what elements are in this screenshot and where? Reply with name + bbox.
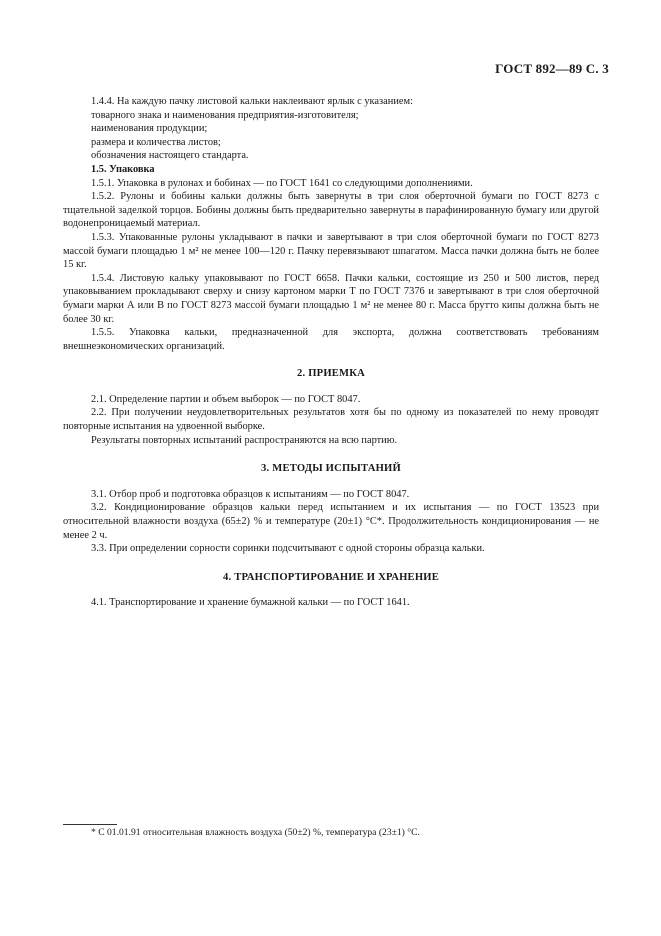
paragraph-3-3: 3.3. При определении сорности соринки подсчитывают с одной стороны образца кальки.	[91, 543, 485, 555]
label-item: товарного знака и наименования предприятия-изготовителя;	[91, 109, 359, 121]
section-title-transport-storage: 4. ТРАНСПОРТИРОВАНИЕ И ХРАНЕНИЕ	[223, 571, 439, 583]
paragraph-3-1: 3.1. Отбор проб и подготовка образцов к испытаниям — по ГОСТ 8047.	[91, 488, 410, 500]
paragraph-1-5-2: 1.5.2. Рулоны и бобины кальки должны быть завернуты в три слоя оберточной бумаги по ГОСТ 8273 с тщательной заделкой торцов. Бобины должны быть предварительно завернуты в парафинированную бумагу или другой водонепроницаемый материал.	[63, 191, 599, 230]
paragraph-4-1: 4.1. Транспортирование и хранение бумажной кальки — по ГОСТ 1641.	[91, 597, 410, 609]
label-item: обозначения настоящего стандарта.	[91, 150, 249, 162]
section-title-acceptance: 2. ПРИЕМКА	[297, 368, 365, 380]
paragraph-1-5-5: 1.5.5. Упаковка кальки, предназначенной для экспорта, должна соответствовать требованиям внешнеэкономических организаций.	[63, 327, 599, 352]
paragraph-1-5-4: 1.5.4. Листовую кальку упаковывают по ГОСТ 6658. Пачки кальки, состоящие из 250 и 500 листов, перед упаковыванием прокладывают сверху и снизу картоном марки Т по ГОСТ 7376 и завертывают в три слоя оберточной бумаги марки А или В по ГОСТ 8273 массой бумаги площадью 1 м² не менее 80 г. Масса брутто кипы должна быть не более 30 кг.	[63, 272, 599, 325]
paragraph-2-1: 2.1. Определение партии и объем выборок — по ГОСТ 8047.	[91, 393, 361, 405]
footnote: * С 01.01.91 относительная влажность воздуха (50±2) %, температура (23±1) °С.	[91, 827, 420, 838]
label-item: размера и количества листов;	[91, 136, 221, 148]
paragraph-2-2-results: Результаты повторных испытаний распространяются на всю партию.	[91, 434, 398, 446]
subsection-heading-1-5: 1.5. Упаковка	[91, 163, 155, 175]
footnote-divider	[63, 824, 117, 825]
paragraph-1-5-3: 1.5.3. Упакованные рулоны укладывают в пачки и завертывают в три слоя оберточной бумаги по ГОСТ 8273 массой бумаги площадью 1 м² не менее 100—120 г. Пачку перевязывают шпагатом. Масса пачки должна быть не более 15 кг.	[63, 231, 599, 271]
paragraph-1-4-4: 1.4.4. На каждую пачку листовой кальки наклеивают ярлык с указанием:	[91, 96, 413, 107]
document-body	[63, 95, 599, 610]
section-title-test-methods: 3. МЕТОДЫ ИСПЫТАНИЙ	[261, 463, 401, 475]
paragraph-2-2: 2.2. При получении неудовлетворительных результатов хотя бы по одному из показателей по нему проводят повторные испытания на удвоенной выборке.	[63, 407, 599, 433]
paragraph-3-2: 3.2. Кондиционирование образцов кальки перед испытанием и их испытания — по ГОСТ 13523 при относительной влажности воздуха (65±2) % и температуре (20±1) °С*. Продолжительность кондиционирования — не менее 2 ч.	[63, 502, 599, 541]
page-header: ГОСТ 892—89 С. 3	[495, 61, 609, 76]
paragraph-1-5-1: 1.5.1. Упаковка в рулонах и бобинах — по ГОСТ 1641 со следующими дополнениями.	[91, 177, 473, 189]
label-item: наименования продукции;	[91, 123, 208, 135]
